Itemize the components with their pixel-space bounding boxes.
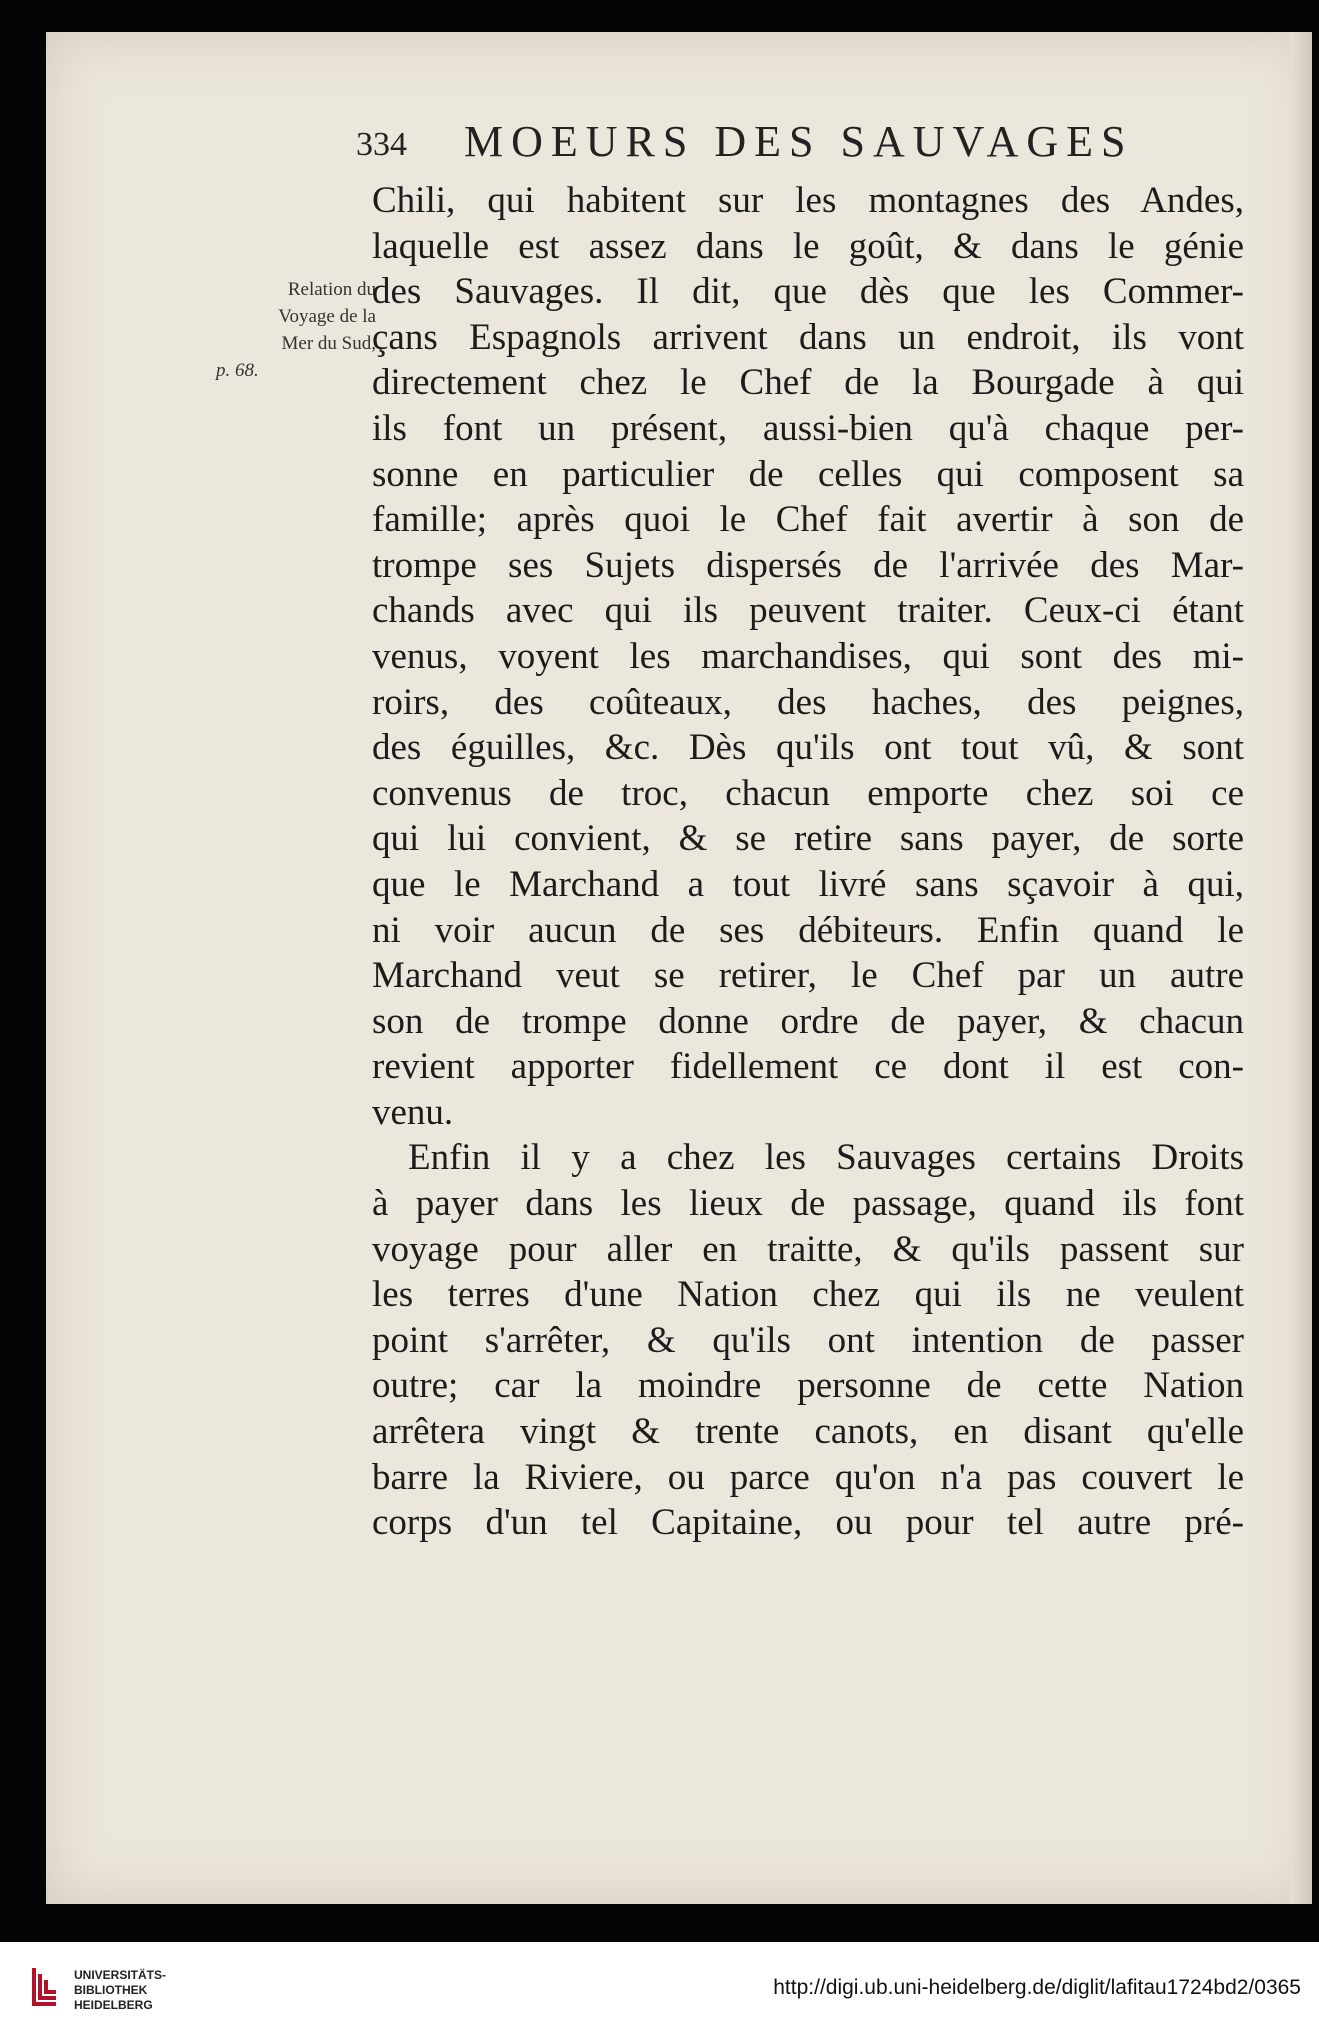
text-line-paragraph-start: Enfin il y a chez les Sauvages certains Droits xyxy=(408,1137,1244,1179)
margin-note-line: Voyage de la xyxy=(278,306,376,327)
margin-note-line: Mer du Sud, xyxy=(281,333,376,354)
library-logo-icon xyxy=(26,1964,64,2016)
running-head-title: MOEURS DES SAUVAGES xyxy=(464,117,1134,166)
text-line: à payer dans les lieux de passage, quand ils font xyxy=(372,1183,1244,1225)
text-line: çans Espagnols arrivent dans un endroit, ils vont xyxy=(372,316,1244,358)
library-logo-text xyxy=(74,1968,166,2013)
margin-note-line: Relation du xyxy=(287,279,376,300)
text-line: trompe ses Sujets dispersés de l'arrivée des Mar- xyxy=(372,544,1244,586)
text-line: roirs, des coûteaux, des haches, des peignes, xyxy=(372,681,1244,723)
text-line: revient apporter fidellement ce dont il est con- xyxy=(372,1046,1244,1088)
running-head xyxy=(356,96,1236,172)
text-line: voyage pour aller en traitte, & qu'ils passent sur xyxy=(372,1228,1244,1270)
text-line: sonne en particulier de celles qui composent sa xyxy=(372,453,1244,495)
text-line: outre; car la moindre personne de cette Nation xyxy=(372,1365,1244,1407)
source-url-link[interactable]: http://digi.ub.uni-heidelberg.de/diglit/lafitau1724bd2/0365 xyxy=(773,1976,1301,1999)
text-line: ils font un présent, aussi-bien qu'à chaque per- xyxy=(372,407,1244,449)
text-line: convenus de troc, chacun emporte chez soi ce xyxy=(372,772,1244,814)
logo-line: UNIVERSITÄTS- xyxy=(74,1968,167,1982)
body-text xyxy=(372,178,1244,1546)
text-line: arrêtera vingt & trente canots, en disant qu'elle xyxy=(372,1411,1244,1453)
text-line: des éguilles, &c. Dès qu'ils ont tout vû, & sont xyxy=(372,727,1244,769)
footer-bar xyxy=(0,1942,1319,2038)
text-line: chands avec qui ils peuvent traiter. Ceux-ci étant xyxy=(372,590,1244,632)
text-line: laquelle est assez dans le goût, & dans le génie xyxy=(372,225,1244,267)
text-line: que le Marchand a tout livré sans sçavoir à qui, xyxy=(372,863,1244,905)
page-number: 334 xyxy=(356,126,407,163)
text-line: des Sauvages. Il dit, que dès que les Commer- xyxy=(372,271,1244,313)
margin-note xyxy=(196,276,376,384)
text-line: corps d'un tel Capitaine, ou pour tel autre pré- xyxy=(372,1502,1244,1544)
text-line: son de trompe donne ordre de payer, & chacun xyxy=(372,1000,1244,1042)
text-line: Marchand veut se retirer, le Chef par un autre xyxy=(372,955,1244,997)
text-line: Chili, qui habitent sur les montagnes des Andes, xyxy=(372,180,1244,221)
text-line: point s'arrêter, & qu'ils ont intention de passer xyxy=(372,1319,1244,1361)
text-line: venus, voyent les marchandises, qui sont des mi- xyxy=(372,635,1244,677)
text-line: les terres d'une Nation chez qui ils ne veulent xyxy=(372,1274,1244,1316)
text-line: ni voir aucun de ses débiteurs. Enfin quand le xyxy=(372,909,1244,951)
page-edge xyxy=(1290,32,1312,1904)
text-line: barre la Riviere, ou parce qu'on n'a pas couvert le xyxy=(372,1456,1244,1498)
logo-line: HEIDELBERG xyxy=(74,1998,153,2012)
text-line-paragraph-end: venu. xyxy=(372,1091,454,1133)
text-line: famille; après quoi le Chef fait avertir à son de xyxy=(372,499,1244,541)
logo-line: BIBLIOTHEK xyxy=(74,1983,148,1997)
text-line: directement chez le Chef de la Bourgade à qui xyxy=(372,362,1244,404)
text-line: qui lui convient, & se retire sans payer, de sorte xyxy=(372,818,1244,860)
margin-note-reference: p. 68. xyxy=(216,360,259,381)
